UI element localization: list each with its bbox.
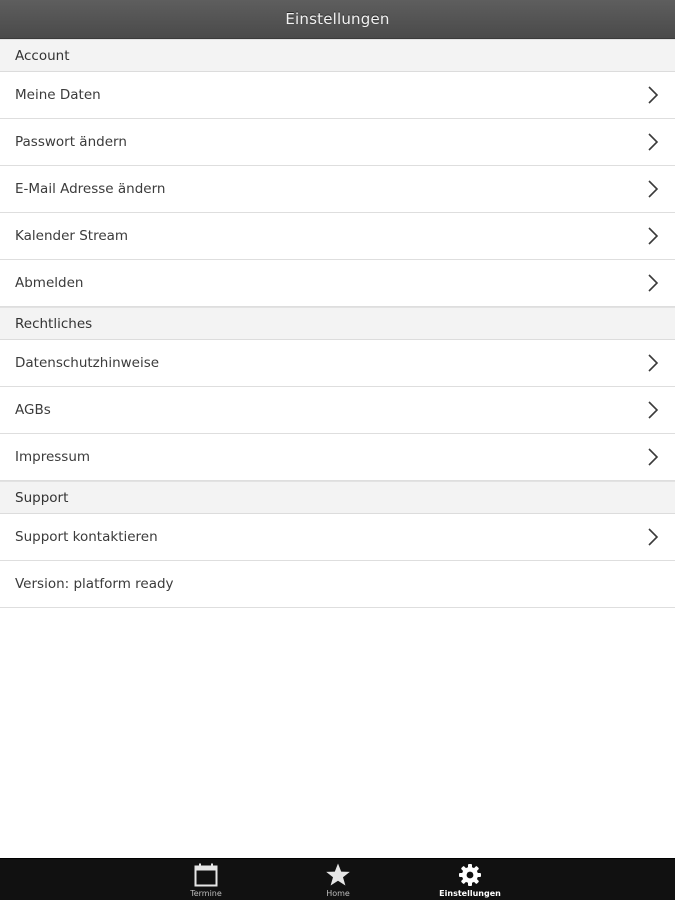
calendar-icon	[193, 862, 219, 888]
chevron-right-icon	[647, 226, 659, 246]
tab-einstellungen[interactable]	[425, 859, 515, 900]
list-item-label: Datenschutzhinweise	[15, 355, 160, 371]
tab-label: Einstellungen	[439, 889, 501, 898]
list-item-passwort-aendern[interactable]	[0, 119, 675, 166]
chevron-right-icon	[647, 447, 659, 467]
chevron-right-icon	[647, 527, 659, 547]
list-item-datenschutzhinweise[interactable]	[0, 340, 675, 387]
header-bar	[0, 0, 675, 39]
list-item-meine-daten[interactable]	[0, 72, 675, 119]
settings-list	[0, 39, 675, 608]
section-header-account	[0, 39, 675, 72]
list-item-label: Kalender Stream	[15, 228, 129, 244]
list-item-abmelden[interactable]	[0, 260, 675, 307]
section-title: Support	[15, 489, 69, 506]
list-item-label: AGBs	[15, 402, 51, 418]
star-icon	[325, 862, 351, 888]
list-item-label: Meine Daten	[15, 87, 101, 103]
list-item-support-kontaktieren[interactable]	[0, 514, 675, 561]
list-item-agbs[interactable]	[0, 387, 675, 434]
section-header-support	[0, 481, 675, 514]
section-header-rechtliches	[0, 307, 675, 340]
list-item-label: Passwort ändern	[15, 134, 127, 150]
list-item-email-aendern[interactable]	[0, 166, 675, 213]
list-item-label: E-Mail Adresse ändern	[15, 181, 166, 197]
chevron-right-icon	[647, 179, 659, 199]
gear-icon	[457, 862, 483, 888]
chevron-right-icon	[647, 353, 659, 373]
tab-label: Termine	[190, 889, 222, 898]
list-item-impressum[interactable]	[0, 434, 675, 481]
tab-termine[interactable]	[161, 859, 251, 900]
tab-bar	[0, 858, 675, 900]
chevron-right-icon	[647, 273, 659, 293]
chevron-right-icon	[647, 400, 659, 420]
list-item-label: Support kontaktieren	[15, 529, 158, 545]
list-item-version	[0, 561, 675, 608]
list-item-kalender-stream[interactable]	[0, 213, 675, 260]
tab-home[interactable]	[293, 859, 383, 900]
page-title: Einstellungen	[285, 10, 390, 28]
list-item-label: Abmelden	[15, 275, 84, 291]
list-item-label: Impressum	[15, 449, 91, 465]
section-title: Account	[15, 47, 70, 64]
chevron-right-icon	[647, 132, 659, 152]
section-title: Rechtliches	[15, 315, 93, 332]
chevron-right-icon	[647, 85, 659, 105]
tab-label: Home	[326, 889, 350, 898]
version-text: Version: platform ready	[15, 576, 174, 592]
